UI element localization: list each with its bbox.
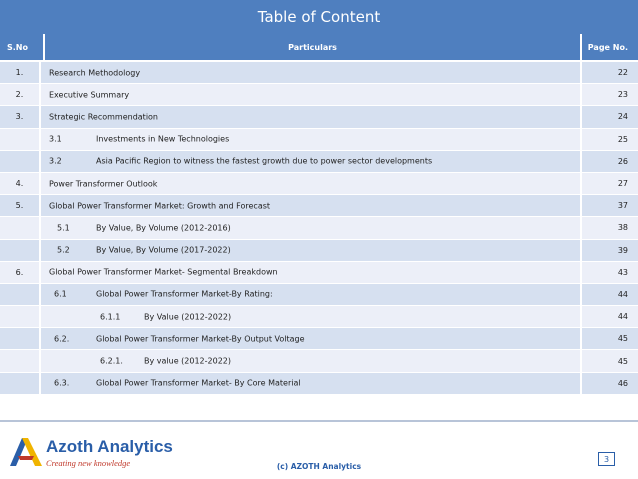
table-row [0, 328, 638, 350]
row-page-number: 37 [617, 201, 628, 211]
row-subsection-number: 6.2. [54, 334, 70, 344]
row-particulars [41, 240, 582, 261]
table-row [0, 262, 638, 284]
row-particulars [41, 284, 582, 305]
table-row [0, 350, 638, 372]
footer-divider [0, 420, 638, 422]
table-row [0, 151, 638, 173]
row-sno [0, 284, 41, 305]
row-page-number: 22 [617, 68, 628, 78]
row-subsection-number: 6.1.1 [100, 312, 121, 322]
row-page-number: 26 [617, 156, 628, 166]
row-page-number: 23 [617, 90, 628, 100]
page-title: Table of Content [0, 0, 638, 34]
copyright-text: (c) AZOTH Analytics [276, 462, 362, 471]
row-title: Asia Pacific Region to witness the fastest growth due to power sector developments [96, 156, 433, 166]
row-page-number: 46 [617, 378, 628, 388]
footer [0, 420, 638, 479]
row-title: By Value, By Volume (2017-2022) [96, 245, 231, 255]
row-page-number: 25 [617, 134, 628, 144]
header-particulars: Particulars [45, 34, 580, 60]
row-page-number: 45 [617, 356, 628, 366]
table-row [0, 84, 638, 106]
table-row [0, 373, 638, 395]
row-title: Investments in New Technologies [96, 134, 230, 144]
brand-tagline: Creating new knowledge [46, 458, 131, 468]
row-particulars [41, 62, 582, 83]
row-subsection-number: 3.2 [49, 156, 62, 166]
row-title: Executive Summary [49, 90, 130, 100]
row-page-number: 39 [617, 245, 628, 255]
row-particulars [41, 84, 582, 105]
row-title: Global Power Transformer Market- Segmental Breakdown [49, 267, 278, 277]
row-title: Global Power Transformer Market-By Rating: [96, 289, 273, 299]
row-page-number: 45 [617, 334, 628, 344]
row-page-number: 27 [617, 179, 628, 189]
row-title: By Value, By Volume (2012-2016) [96, 223, 231, 233]
row-subsection-number: 3.1 [49, 134, 62, 144]
row-page-number: 43 [617, 267, 628, 277]
row-title: Global Power Transformer Market- By Core Material [96, 378, 301, 388]
table-row [0, 284, 638, 306]
row-particulars [41, 195, 582, 216]
row-subsection-number: 5.1 [57, 223, 70, 233]
table-row [0, 195, 638, 217]
row-page-number: 38 [617, 223, 628, 233]
row-particulars [41, 373, 582, 394]
row-title: Strategic Recommendation [49, 112, 159, 122]
row-page-number: 24 [617, 112, 628, 122]
row-sno: 4. [0, 173, 41, 194]
row-sno [0, 350, 41, 371]
header-sno: S.No [0, 34, 43, 60]
table-row [0, 240, 638, 262]
row-sno [0, 129, 41, 150]
row-particulars [41, 106, 582, 127]
row-particulars [41, 262, 582, 283]
table-row [0, 62, 638, 84]
page-number-badge: 3 [598, 452, 615, 466]
table-header [0, 34, 638, 60]
row-sno: 6. [0, 262, 41, 283]
row-particulars [41, 129, 582, 150]
row-subsection-number: 6.2.1. [100, 356, 123, 366]
table-row [0, 306, 638, 328]
row-sno: 5. [0, 195, 41, 216]
row-title: By value (2012-2022) [144, 356, 232, 366]
row-title: By Value (2012-2022) [144, 312, 232, 322]
row-title: Power Transformer Outlook [49, 179, 158, 189]
table-row [0, 173, 638, 195]
table-row [0, 106, 638, 128]
row-sno [0, 328, 41, 349]
row-particulars [41, 306, 582, 327]
brand-name: Azoth Analytics [46, 437, 173, 456]
row-particulars [41, 350, 582, 371]
row-title: Global Power Transformer Market: Growth and Forecast [49, 201, 271, 211]
row-sno: 1. [0, 62, 41, 83]
row-particulars [41, 151, 582, 172]
row-sno [0, 306, 41, 327]
table-row [0, 217, 638, 239]
row-sno [0, 240, 41, 261]
row-sno [0, 373, 41, 394]
row-page-number: 44 [617, 312, 628, 322]
row-page-number: 44 [617, 289, 628, 299]
header-page-no: Page No. [582, 34, 638, 60]
row-sno [0, 217, 41, 238]
row-subsection-number: 6.1 [54, 289, 67, 299]
row-title: Research Methodology [49, 68, 141, 78]
row-particulars [41, 217, 582, 238]
row-subsection-number: 5.2 [57, 245, 70, 255]
table-row [0, 129, 638, 151]
row-sno: 3. [0, 106, 41, 127]
toc-table [0, 62, 638, 395]
row-sno: 2. [0, 84, 41, 105]
row-particulars [41, 328, 582, 349]
row-subsection-number: 6.3. [54, 378, 70, 388]
row-particulars [41, 173, 582, 194]
row-sno [0, 151, 41, 172]
row-title: Global Power Transformer Market-By Output Voltage [96, 334, 305, 344]
